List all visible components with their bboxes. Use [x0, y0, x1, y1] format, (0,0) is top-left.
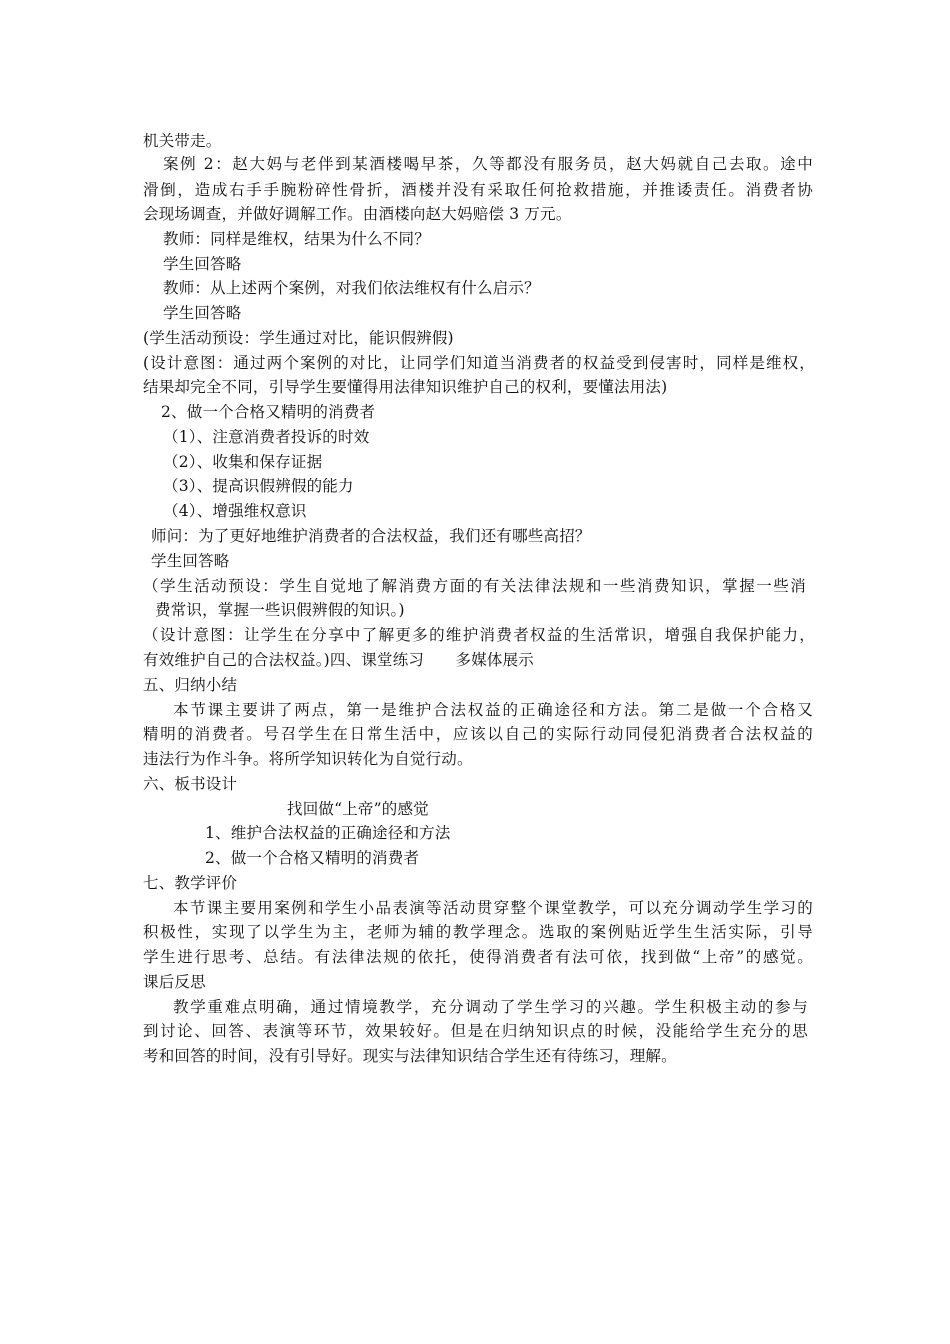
text-line: 会现场调查，并做好调解工作。由酒楼向赵大妈赔偿 3 万元。 — [143, 205, 572, 223]
section-heading: 六、板书设计 — [143, 775, 238, 793]
text-line: 学生回答略 — [163, 255, 242, 273]
text-line: （1）、注意消费者投诉的时效 — [163, 428, 370, 446]
text-line: 精明的消费者。号召学生在日常生活中，应该以自己的实际行动同侵犯消费者合法权益的 — [143, 725, 813, 743]
section-heading: 七、教学评价 — [143, 874, 238, 892]
text-line: 教师：同样是维权，结果为什么不同？ — [163, 230, 430, 248]
text-line: 有效维护自己的合法权益。)四、课堂练习 多媒体展示 — [143, 651, 534, 669]
text-line: 学生回答略 — [163, 304, 242, 322]
text-line: （4）、增强维权意识 — [163, 502, 307, 520]
text-line: (设计意图：通过两个案例的对比，让同学们知道当消费者的权益受到侵害时，同样是维权， — [143, 354, 815, 372]
text-line: 2、做一个合格又精明的消费者 — [161, 403, 376, 421]
text-line: 本节课主要讲了两点，第一是维护合法权益的正确途径和方法。第二是做一个合格又 — [173, 701, 813, 719]
text-line: 本节课主要用案例和学生小品表演等活动贯穿整个课堂教学，可以充分调动学生学习的 — [173, 899, 813, 917]
text-line: 教师：从上述两个案例，对我们依法维权有什么启示？ — [163, 279, 540, 297]
text-line: 2、做一个合格又精明的消费者 — [205, 849, 420, 867]
section-heading: 课后反思 — [143, 973, 206, 991]
text-line: 考和回答的时间，没有引导好。现实与法律知识结合学生还有待练习，理解。 — [143, 1047, 677, 1065]
text-line: （学生活动预设：学生自觉地了解消费方面的有关法律法规和一些消费知识，掌握一些消 — [143, 577, 806, 595]
text-line: (学生活动预设：学生通过对比，能识假辨假) — [143, 329, 454, 347]
text-line: 积极性，实现了以学生为主，老师为辅的教学理念。选取的案例贴近学生生活实际，引导 — [143, 923, 813, 941]
text-line: （设计意图：让学生在分享中了解更多的维护消费者权益的生活常识，增强自我保护能力， — [143, 626, 815, 644]
text-line: 违法行为作斗争。将所学知识转化为自觉行动。 — [143, 750, 473, 768]
text-line: 费常识，掌握一些识假辨假的知识。) — [155, 601, 405, 619]
section-heading: 五、归纳小结 — [143, 676, 238, 694]
text-line: 学生进行思考、总结。有法律法规的依托，使得消费者有法可依，找到做“上帝”的感觉。 — [143, 948, 813, 966]
text-line: （2）、收集和保存证据 — [163, 453, 323, 471]
text-line: （3）、提高识假辨假的能力 — [163, 477, 354, 495]
text-line: 1、维护合法权益的正确途径和方法 — [205, 824, 451, 842]
text-line: 师问：为了更好地维护消费者的合法权益，我们还有哪些高招？ — [151, 527, 591, 545]
text-line: 案例 2：赵大妈与老伴到某酒楼喝早茶，久等都没有服务员，赵大妈就自己去取。途中 — [163, 155, 813, 173]
text-line: 滑倒，造成右手手腕粉碎性骨折，酒楼并没有采取任何抢救措施，并推诿责任。消费者协 — [143, 181, 813, 199]
text-line: 结果却完全不同，引导学生要懂得用法律知识维护自己的权利，要懂法用法) — [143, 378, 668, 396]
text-line: 教学重难点明确，通过情境教学，充分调动了学生学习的兴趣。学生积极主动的参与 — [173, 998, 808, 1016]
text-line: 学生回答略 — [151, 552, 230, 570]
board-title: 找回做“上帝”的感觉 — [287, 800, 429, 818]
text-line: 到讨论、回答、表演等环节，效果较好。但是在归纳知识点的时候，没能给学生充分的思 — [143, 1022, 808, 1040]
text-line: 机关带走。 — [143, 132, 222, 150]
